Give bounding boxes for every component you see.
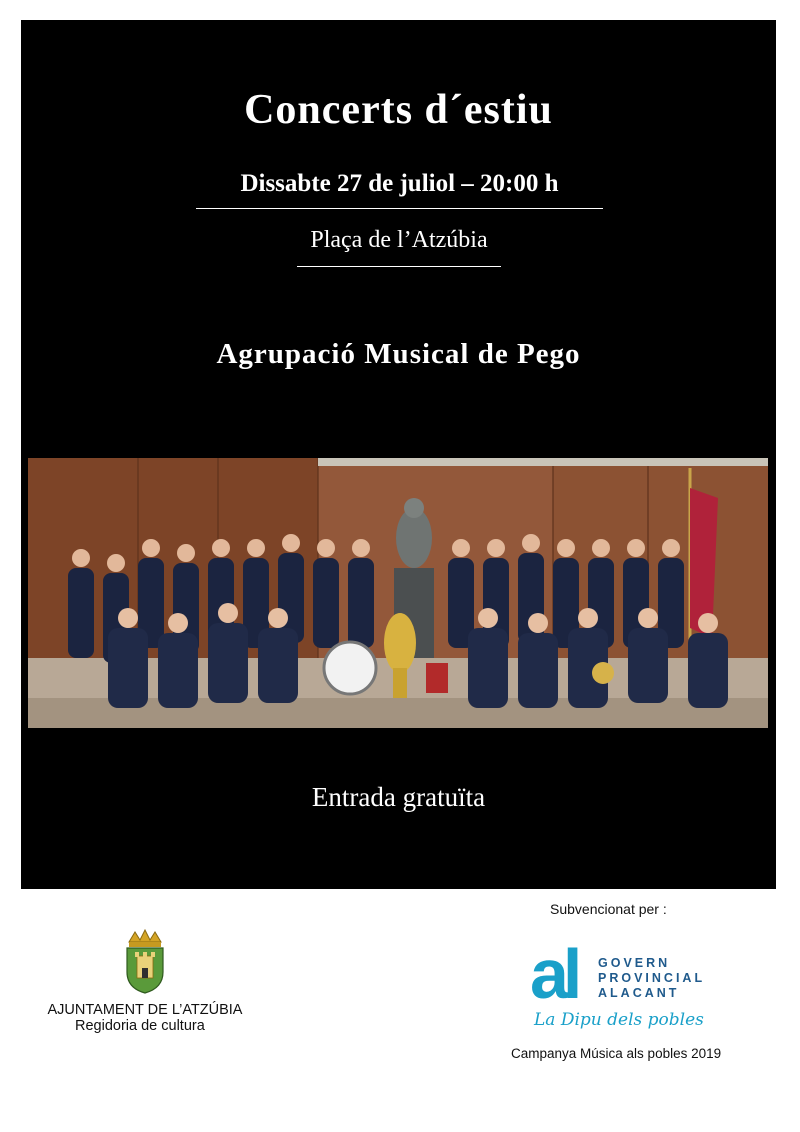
- poster-title: Concerts d´estiu: [244, 87, 553, 133]
- department-name: Regidoria de cultura: [75, 1018, 205, 1034]
- town-hall-block: [40, 928, 250, 1034]
- provincial-government-logo: [530, 935, 706, 1037]
- dipu-line-alacant: ALACANT: [598, 986, 680, 1000]
- town-crest-icon: [123, 928, 167, 994]
- band-photo-illustration: [28, 458, 768, 728]
- event-date-time: Dissabte 27 de juliol – 20:00 h: [196, 170, 603, 209]
- dipu-wordmark: [598, 956, 705, 1001]
- town-hall-name: AJUNTAMENT DE L’ATZÚBIA: [47, 1002, 243, 1018]
- dipu-mark: al: [530, 935, 577, 1013]
- event-venue: Plaça de l’Atzúbia: [297, 227, 501, 267]
- dipu-line-provincial: PROVINCIAL: [598, 971, 706, 985]
- dipu-slogan: La Dipu dels pobles: [534, 1010, 704, 1030]
- band-name: Agrupació Musical de Pego: [216, 338, 581, 370]
- band-group-photo: [28, 458, 768, 728]
- subsidized-by-label: Subvencionat per :: [550, 901, 667, 917]
- concert-poster: [21, 20, 776, 889]
- entry-info: Entrada gratuïta: [311, 782, 486, 812]
- dipu-line-govern: GOVERN: [598, 956, 671, 970]
- campaign-name: Campanya Música als pobles 2019: [511, 1046, 722, 1061]
